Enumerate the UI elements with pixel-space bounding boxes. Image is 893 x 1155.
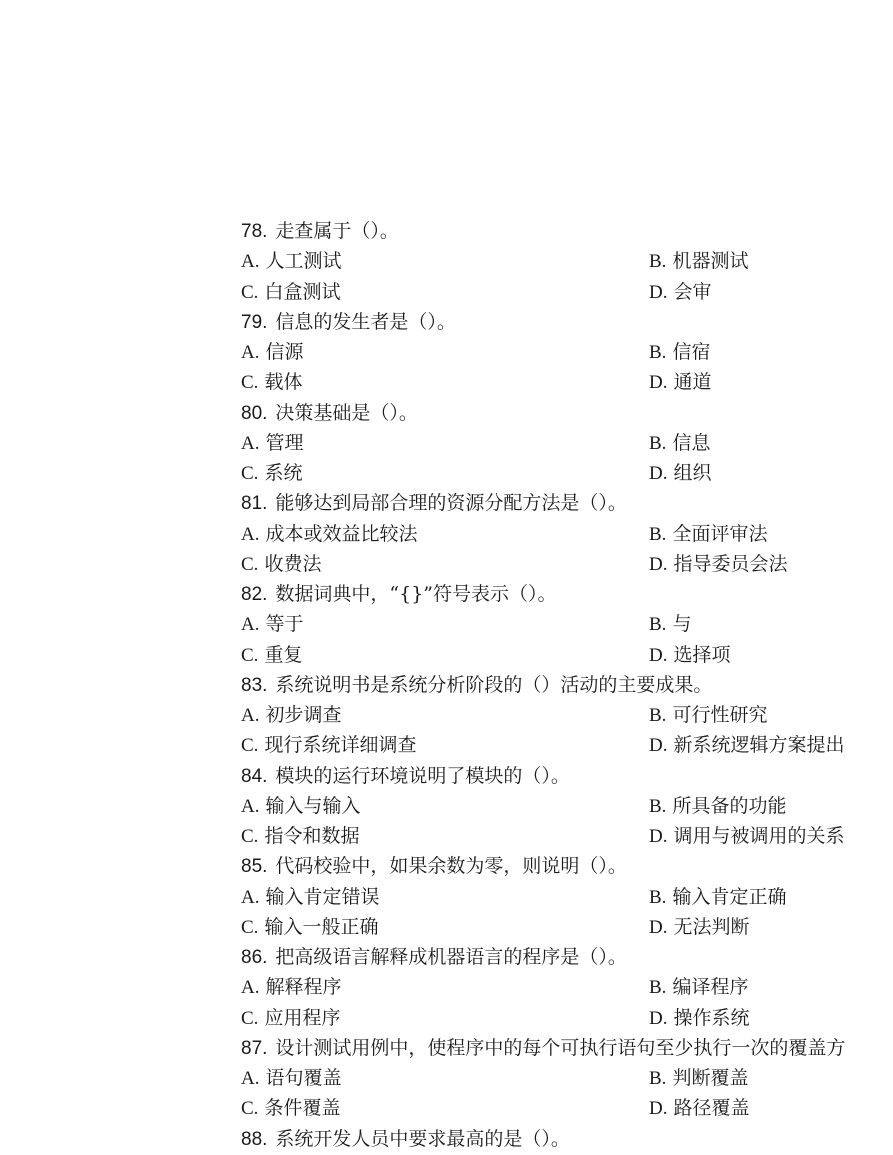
option-text: 指导委员会法: [673, 552, 788, 575]
option-b: [649, 246, 748, 277]
option-letter: C.: [241, 372, 259, 394]
option-text: 通道: [673, 371, 712, 394]
option-text: 机器测试: [672, 250, 749, 273]
option-d: [649, 640, 731, 671]
option-text: 选择项: [673, 643, 731, 666]
option-text: 会审: [673, 280, 712, 303]
question-stem: 把高级语言解释成机器语言的程序是（）。: [275, 946, 627, 968]
option-text: 成本或效益比较法: [265, 522, 418, 545]
option-letter: B.: [649, 342, 667, 363]
option-b: [649, 1063, 748, 1094]
option-letter: A.: [241, 251, 260, 273]
option-row: [241, 337, 893, 367]
question-number: 80.: [241, 402, 268, 424]
question-stem: 模块的运行环境说明了模块的（）。: [275, 764, 570, 787]
option-c: [241, 277, 340, 308]
option-letter: D.: [649, 463, 668, 484]
option-letter: A.: [241, 886, 260, 908]
option-text: 无法判断: [673, 915, 750, 938]
option-row: [241, 791, 893, 821]
option-text: 白盒测试: [264, 280, 341, 303]
question-number: 79.: [241, 311, 268, 333]
option-text: 管理: [265, 431, 304, 454]
option-row: [241, 1003, 893, 1033]
option-row: [241, 428, 893, 458]
question-number: 78.: [241, 221, 268, 242]
option-text: 与: [672, 613, 692, 636]
option-letter: B.: [649, 795, 667, 817]
option-row: [241, 367, 893, 397]
option-letter: B.: [649, 614, 667, 636]
option-a: [241, 700, 342, 731]
option-letter: D.: [649, 1098, 668, 1120]
option-b: [649, 972, 748, 1003]
option-letter: A.: [241, 342, 260, 363]
option-c: [241, 821, 359, 852]
option-c: [241, 640, 302, 671]
option-text: 组织: [673, 462, 712, 484]
option-row: [241, 700, 893, 730]
question-number: 87.: [241, 1037, 268, 1059]
option-c: [241, 1003, 340, 1034]
option-b: [649, 519, 767, 550]
question-79: [241, 307, 893, 337]
option-d: [649, 277, 712, 308]
option-letter: C.: [241, 1098, 259, 1120]
option-b: [649, 700, 767, 731]
option-text: 输入一般正确: [264, 915, 379, 938]
question-stem: 设计测试用例中，使程序中的每个可执行语句至少执行一次的覆盖方: [275, 1036, 846, 1059]
option-row: [241, 821, 893, 851]
question-stem: 能够达到局部合理的资源分配方法是（）。: [275, 492, 627, 515]
option-text: 载体: [264, 371, 303, 394]
option-letter: D.: [649, 281, 668, 303]
question-84: [241, 761, 893, 791]
option-text: 路径覆盖: [673, 1097, 750, 1120]
option-a: [241, 428, 304, 459]
question-81: [241, 488, 893, 518]
option-row: [241, 730, 893, 760]
question-82: [241, 579, 893, 609]
option-row: [241, 882, 893, 912]
option-letter: D.: [649, 826, 668, 847]
option-letter: B.: [649, 977, 667, 999]
option-text: 信源: [265, 341, 304, 363]
option-text: 调用与被调用的关系: [673, 825, 845, 847]
option-letter: B.: [649, 251, 667, 273]
question-88: [241, 1124, 893, 1154]
question-87: [241, 1033, 893, 1063]
option-text: 输入肯定正确: [672, 885, 787, 908]
option-letter: C.: [241, 553, 259, 575]
option-letter: C.: [241, 463, 259, 484]
option-text: 指令和数据: [264, 825, 360, 847]
question-stem: 系统说明书是系统分析阶段的（）活动的主要成果。: [275, 673, 713, 696]
option-letter: C.: [241, 1007, 259, 1029]
question-stem: 代码校验中，如果余数为零，则说明（）。: [275, 855, 627, 878]
question-stem: 数据词典中，“{}”符号表示（）。: [275, 583, 557, 605]
option-b: [649, 428, 710, 459]
question-number: 82.: [241, 584, 268, 605]
option-row: [241, 912, 893, 942]
question-83: [241, 670, 893, 700]
option-letter: D.: [649, 372, 668, 394]
option-letter: A.: [241, 977, 260, 999]
question-list: [241, 216, 893, 1154]
option-row: [241, 1063, 893, 1093]
option-row: [241, 640, 893, 670]
option-letter: B.: [649, 705, 667, 726]
option-letter: B.: [649, 523, 667, 545]
option-row: [241, 609, 893, 639]
option-d: [649, 730, 845, 761]
option-row: [241, 549, 893, 579]
option-text: 信息: [672, 431, 711, 454]
option-text: 输入与输入: [265, 794, 361, 817]
question-number: 84.: [241, 765, 268, 787]
option-text: 可行性研究: [672, 704, 768, 726]
option-letter: B.: [649, 886, 667, 908]
option-a: [241, 882, 380, 913]
option-d: [649, 1003, 750, 1034]
option-letter: B.: [649, 1068, 667, 1089]
option-c: [241, 730, 416, 761]
option-letter: A.: [241, 705, 260, 726]
option-text: 操作系统: [673, 1006, 750, 1029]
option-letter: C.: [241, 735, 259, 757]
option-b: [649, 609, 691, 640]
question-stem: 信息的发生者是（）。: [275, 310, 456, 333]
option-a: [241, 246, 342, 277]
option-d: [649, 367, 712, 398]
option-b: [649, 791, 786, 822]
option-text: 编译程序: [672, 976, 749, 999]
option-c: [241, 1093, 340, 1124]
option-text: 现行系统详细调查: [264, 734, 417, 757]
question-86: [241, 942, 893, 972]
option-text: 重复: [264, 643, 303, 666]
option-b: [649, 337, 710, 368]
option-text: 所具备的功能: [672, 794, 787, 817]
option-d: [649, 458, 712, 489]
option-d: [649, 549, 788, 580]
option-letter: C.: [241, 644, 259, 666]
option-text: 等于: [265, 613, 304, 636]
option-letter: A.: [241, 614, 260, 636]
option-a: [241, 972, 342, 1003]
question-stem: 决策基础是（）。: [275, 401, 418, 424]
option-text: 条件覆盖: [264, 1097, 341, 1120]
question-number: 81.: [241, 493, 268, 515]
option-letter: A.: [241, 795, 260, 817]
option-c: [241, 367, 302, 398]
option-text: 应用程序: [264, 1006, 341, 1029]
option-row: [241, 972, 893, 1002]
option-letter: B.: [649, 432, 667, 454]
option-b: [649, 882, 786, 913]
option-letter: D.: [649, 735, 668, 757]
option-text: 全面评审法: [672, 522, 768, 545]
option-a: [241, 791, 361, 822]
option-d: [649, 1093, 750, 1124]
option-row: [241, 458, 893, 488]
question-number: 86.: [241, 947, 268, 968]
option-a: [241, 337, 304, 368]
option-c: [241, 549, 321, 580]
option-a: [241, 519, 418, 550]
option-text: 初步调查: [265, 704, 342, 726]
option-a: [241, 609, 304, 640]
option-letter: C.: [241, 281, 259, 303]
option-row: [241, 277, 893, 307]
question-85: [241, 851, 893, 881]
option-letter: D.: [649, 916, 668, 938]
option-letter: A.: [241, 432, 260, 454]
option-text: 判断覆盖: [672, 1067, 749, 1089]
option-letter: A.: [241, 523, 260, 545]
option-text: 收费法: [264, 552, 322, 575]
option-letter: D.: [649, 553, 668, 575]
question-78: [241, 216, 893, 246]
option-d: [649, 912, 750, 943]
question-number: 85.: [241, 856, 268, 878]
question-80: [241, 398, 893, 428]
option-text: 语句覆盖: [265, 1067, 342, 1089]
question-stem: 系统开发人员中要求最高的是（）。: [275, 1127, 570, 1150]
question-stem: 走查属于（）。: [275, 220, 399, 242]
option-letter: D.: [649, 644, 668, 666]
option-text: 人工测试: [265, 250, 342, 273]
option-text: 新系统逻辑方案提出: [673, 734, 845, 757]
option-row: [241, 246, 893, 276]
option-letter: D.: [649, 1007, 668, 1029]
option-d: [649, 821, 845, 852]
option-text: 解释程序: [265, 976, 342, 999]
option-letter: A.: [241, 1068, 260, 1089]
option-text: 信宿: [672, 341, 711, 363]
option-text: 系统: [264, 462, 303, 484]
option-letter: C.: [241, 916, 259, 938]
question-number: 83.: [241, 674, 268, 696]
option-a: [241, 1063, 342, 1094]
option-c: [241, 458, 302, 489]
option-row: [241, 519, 893, 549]
option-text: 输入肯定错误: [265, 885, 380, 908]
option-c: [241, 912, 378, 943]
question-number: 88.: [241, 1128, 268, 1150]
option-letter: C.: [241, 826, 259, 847]
option-row: [241, 1093, 893, 1123]
